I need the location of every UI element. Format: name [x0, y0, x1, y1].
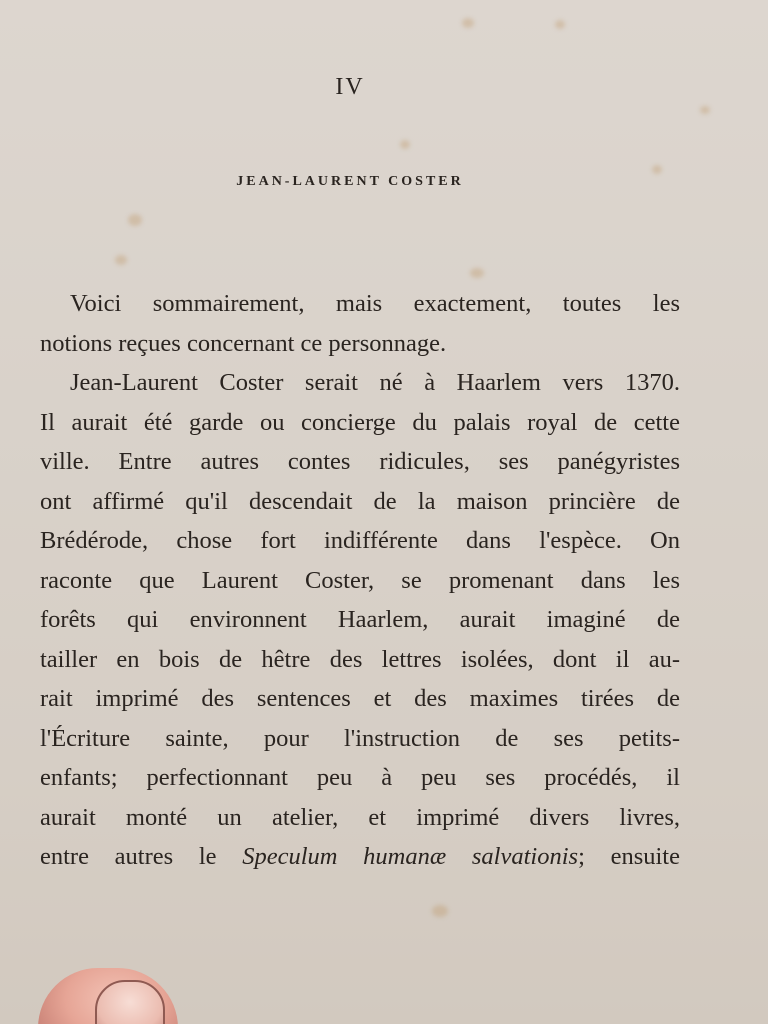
- body-text: [40, 284, 680, 877]
- text-line: l'Écriture sainte, pour l'instruction de ses petits-: [40, 724, 680, 752]
- text-fragment: ; ensuite: [578, 843, 680, 870]
- text-line: notions reçues concernant ce personnage.: [40, 329, 447, 357]
- text-line: Il aurait été garde ou concierge du palais royal de cette: [40, 408, 680, 436]
- foxing-stain: [432, 905, 448, 917]
- chapter-title: JEAN-LAURENT COSTER: [236, 174, 464, 189]
- thumbnail-nail: [95, 980, 165, 1024]
- foxing-stain: [400, 140, 410, 149]
- foxing-stain: [555, 20, 565, 29]
- text-fragment: entre autres le: [40, 843, 243, 870]
- text-line: Voici sommairement, mais exactement, toutes les: [70, 290, 680, 317]
- text-line: forêts qui environnent Haarlem, aurait imaginé de: [40, 606, 680, 633]
- text-line: aurait monté un atelier, et imprimé divers livres,: [40, 803, 680, 831]
- text-line: ville. Entre autres contes ridicules, ses panégyristes: [40, 448, 680, 475]
- book-title-italic: Speculum humanæ salvationis: [242, 843, 579, 870]
- text-line: Jean-Laurent Coster serait né à Haarlem vers 1370.: [70, 369, 680, 396]
- foxing-stain: [470, 268, 484, 278]
- foxing-stain: [652, 165, 662, 174]
- text-line: enfants; perfectionnant peu à peu ses procédés, il: [40, 764, 680, 791]
- text-line-last: [40, 837, 680, 877]
- foxing-stain: [128, 214, 142, 226]
- foxing-stain: [462, 18, 474, 28]
- chapter-number: IV: [335, 74, 365, 100]
- text-line: rait imprimé des sentences et des maximes tirées de: [40, 685, 680, 712]
- foxing-stain: [115, 255, 127, 265]
- text-line: tailler en bois de hêtre des lettres isolées, dont il au-: [40, 645, 680, 673]
- text-line: Brédérode, chose fort indifférente dans l'espèce. On: [40, 527, 680, 554]
- text-line: raconte que Laurent Coster, se promenant dans les: [40, 566, 680, 594]
- text-line: ont affirmé qu'il descendait de la maison princière de: [40, 487, 680, 515]
- foxing-stain: [700, 106, 710, 114]
